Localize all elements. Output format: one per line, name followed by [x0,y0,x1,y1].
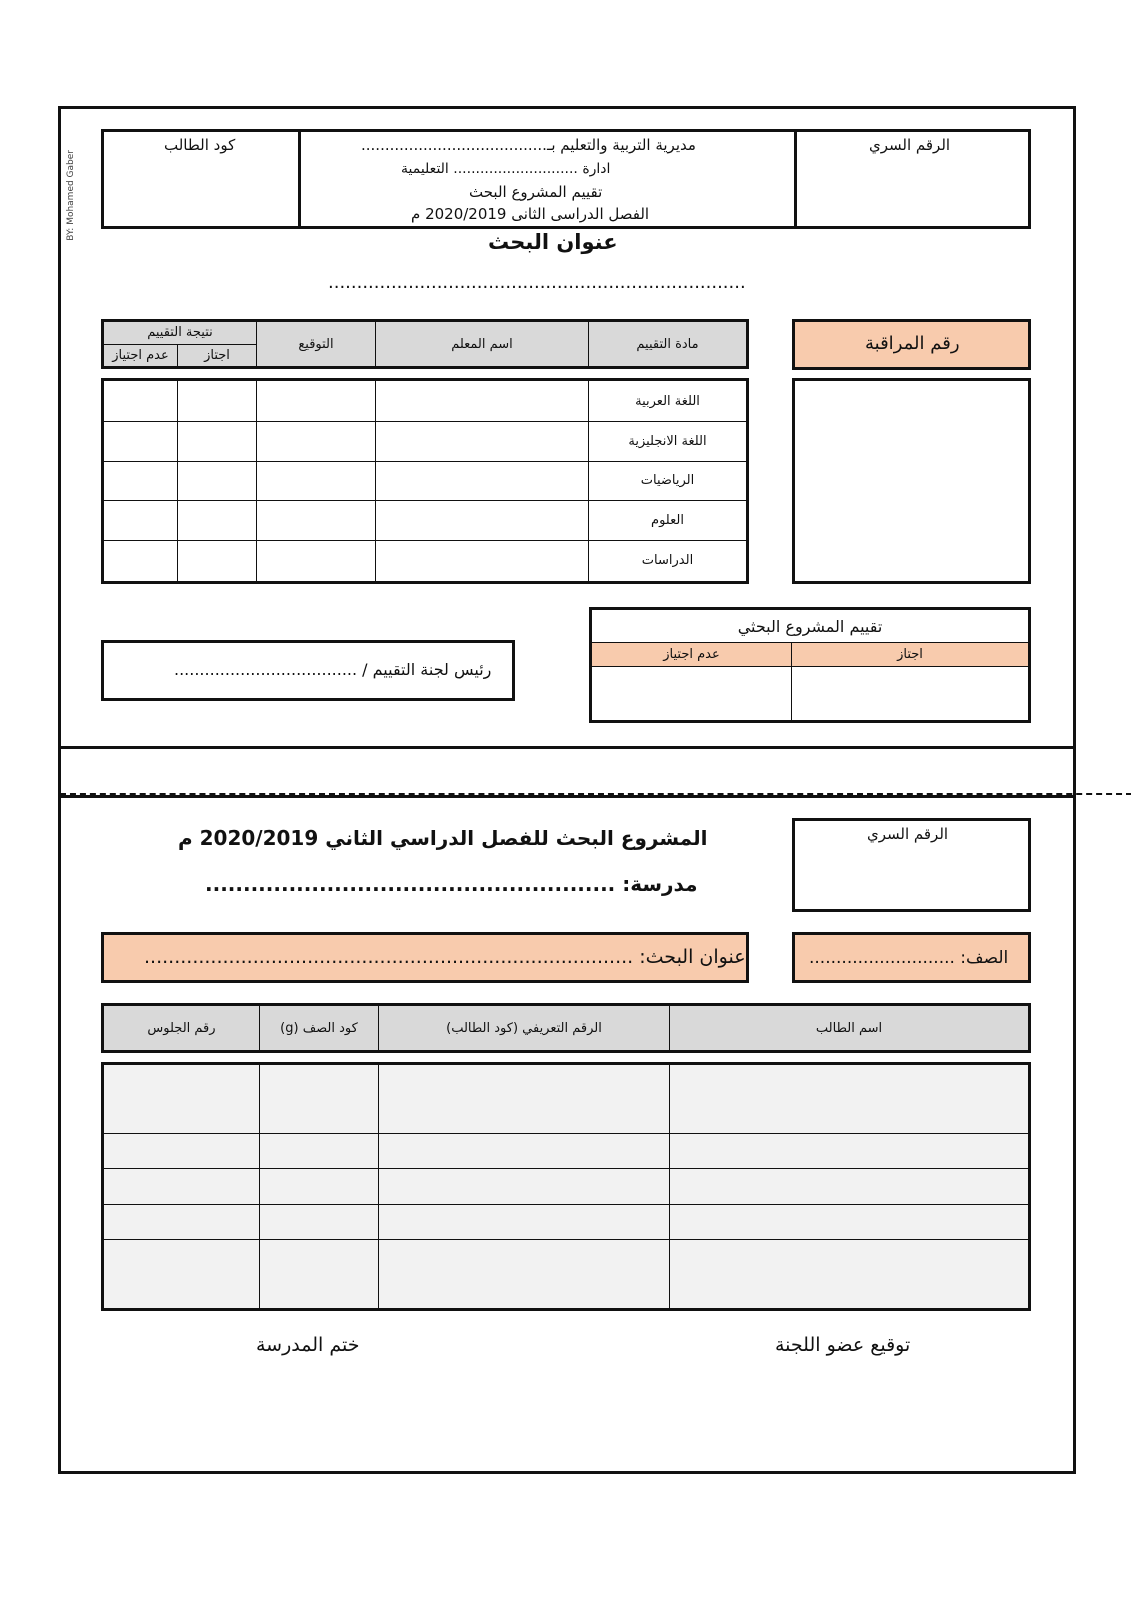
fail-cell[interactable] [103,461,178,501]
header-signature: التوقيع [257,321,376,368]
pass-cell[interactable] [178,540,257,582]
seat-number-cell[interactable] [103,1169,260,1204]
directorate-box [298,129,797,229]
table-row [103,422,748,462]
header-class-code: كود الصف (g) [260,1005,379,1052]
fail-cell[interactable] [103,540,178,582]
top-section-divider [58,746,1076,749]
student-id-cell[interactable] [379,1064,670,1134]
project-pass-header: اجتاز [792,643,1030,667]
table-row [103,501,748,541]
lower-secret-number-box [792,818,1031,912]
lower-research-title-label: عنوان البحث: ................................................................................. [144,946,746,968]
header-student-name: اسم الطالب [670,1005,1030,1052]
student-id-cell[interactable] [379,1239,670,1309]
lower-secret-number-label: الرقم السري [867,825,949,843]
research-title-dots: ......................................................................... [328,272,746,293]
lower-title: المشروع البحث للفصل الدراسي الثاني 2020/2019 م [178,826,708,850]
committee-head-box [101,640,515,701]
fail-cell[interactable] [103,422,178,462]
class-code-cell[interactable] [260,1204,379,1239]
monitor-number-box [792,319,1031,370]
student-id-cell[interactable] [379,1204,670,1239]
table-row [103,461,748,501]
header-teacher: اسم المعلم [376,321,589,368]
class-code-cell[interactable] [260,1239,379,1309]
header-subject: مادة التقييم [589,321,748,368]
class-code-cell[interactable] [260,1134,379,1169]
student-code-label: كود الطالب [164,136,236,154]
signature-cell[interactable] [257,461,376,501]
table-row [103,1134,1030,1169]
class-code-cell[interactable] [260,1064,379,1134]
committee-member-signature: توقيع عضو اللجنة [775,1334,911,1356]
header-student-id: الرقم التعريفي (كود الطالب) [379,1005,670,1052]
school-line: مدرسة: ...................................................... [205,872,698,896]
teacher-cell[interactable] [376,461,589,501]
evaluation-title-line: تقييم المشروع البحث [469,183,603,201]
pass-cell[interactable] [178,422,257,462]
student-code-box [101,129,301,229]
secret-number-box [794,129,1031,229]
grade-label: الصف: ........................... [809,948,1009,968]
bottom-section-divider [58,795,1076,798]
fail-cell[interactable] [103,501,178,541]
project-evaluation-title: تقييم المشروع البحثي [591,609,1030,643]
subject-cell: الدراسات [589,540,748,582]
table-row [103,1064,1030,1134]
pass-cell[interactable] [178,501,257,541]
subject-cell: اللغة العربية [589,380,748,422]
student-name-cell[interactable] [670,1134,1030,1169]
student-table [101,1062,1031,1311]
subject-cell: اللغة الانجليزية [589,422,748,462]
research-title-heading: عنوان البحث [488,230,618,254]
fail-cell[interactable] [103,380,178,422]
administration-line: ادارة ............................ التعليمية [401,161,611,177]
committee-head-label: رئيس لجنة التقييم / .................................... [174,660,492,679]
table-row [103,1204,1030,1239]
monitor-number-field[interactable] [792,378,1031,584]
signature-cell[interactable] [257,501,376,541]
student-id-cell[interactable] [379,1134,670,1169]
semester-line: الفصل الدراسى الثانى 2020/2019 م [411,205,650,223]
student-name-cell[interactable] [670,1169,1030,1204]
table-row [103,540,748,582]
seat-number-cell[interactable] [103,1134,260,1169]
school-stamp: ختم المدرسة [256,1334,360,1356]
signature-cell[interactable] [257,540,376,582]
monitor-number-label: رقم المراقبة [865,333,960,354]
teacher-cell[interactable] [376,501,589,541]
directorate-line: مديرية التربية والتعليم بـ....................................... [361,136,696,154]
seat-number-cell[interactable] [103,1064,260,1134]
lower-research-title-box[interactable] [101,932,749,983]
project-fail-header: عدم اجتياز [591,643,792,667]
signature-cell[interactable] [257,422,376,462]
seat-number-cell[interactable] [103,1239,260,1309]
student-name-cell[interactable] [670,1064,1030,1134]
project-fail-cell[interactable] [591,667,792,722]
teacher-cell[interactable] [376,380,589,422]
author-watermark: BY: Mohamed Gaber [66,150,76,241]
subject-cell: العلوم [589,501,748,541]
evaluation-header-table [101,319,749,369]
header-pass: اجتاز [178,344,257,368]
pass-cell[interactable] [178,380,257,422]
seat-number-cell[interactable] [103,1204,260,1239]
student-header-table [101,1003,1031,1053]
project-pass-cell[interactable] [792,667,1030,722]
teacher-cell[interactable] [376,422,589,462]
project-evaluation-table [589,607,1031,723]
table-row [103,1239,1030,1309]
signature-cell[interactable] [257,380,376,422]
table-row [103,380,748,422]
table-row [103,1169,1030,1204]
student-name-cell[interactable] [670,1204,1030,1239]
subject-cell: الرياضيات [589,461,748,501]
subjects-table [101,378,749,584]
student-name-cell[interactable] [670,1239,1030,1309]
teacher-cell[interactable] [376,540,589,582]
header-result: نتيجة التقييم [103,321,257,345]
class-code-cell[interactable] [260,1169,379,1204]
header-seat-number: رقم الجلوس [103,1005,260,1052]
grade-box[interactable] [792,932,1031,983]
pass-cell[interactable] [178,461,257,501]
header-fail: عدم اجتياز [103,344,178,368]
secret-number-label: الرقم السري [869,136,951,154]
student-id-cell[interactable] [379,1169,670,1204]
